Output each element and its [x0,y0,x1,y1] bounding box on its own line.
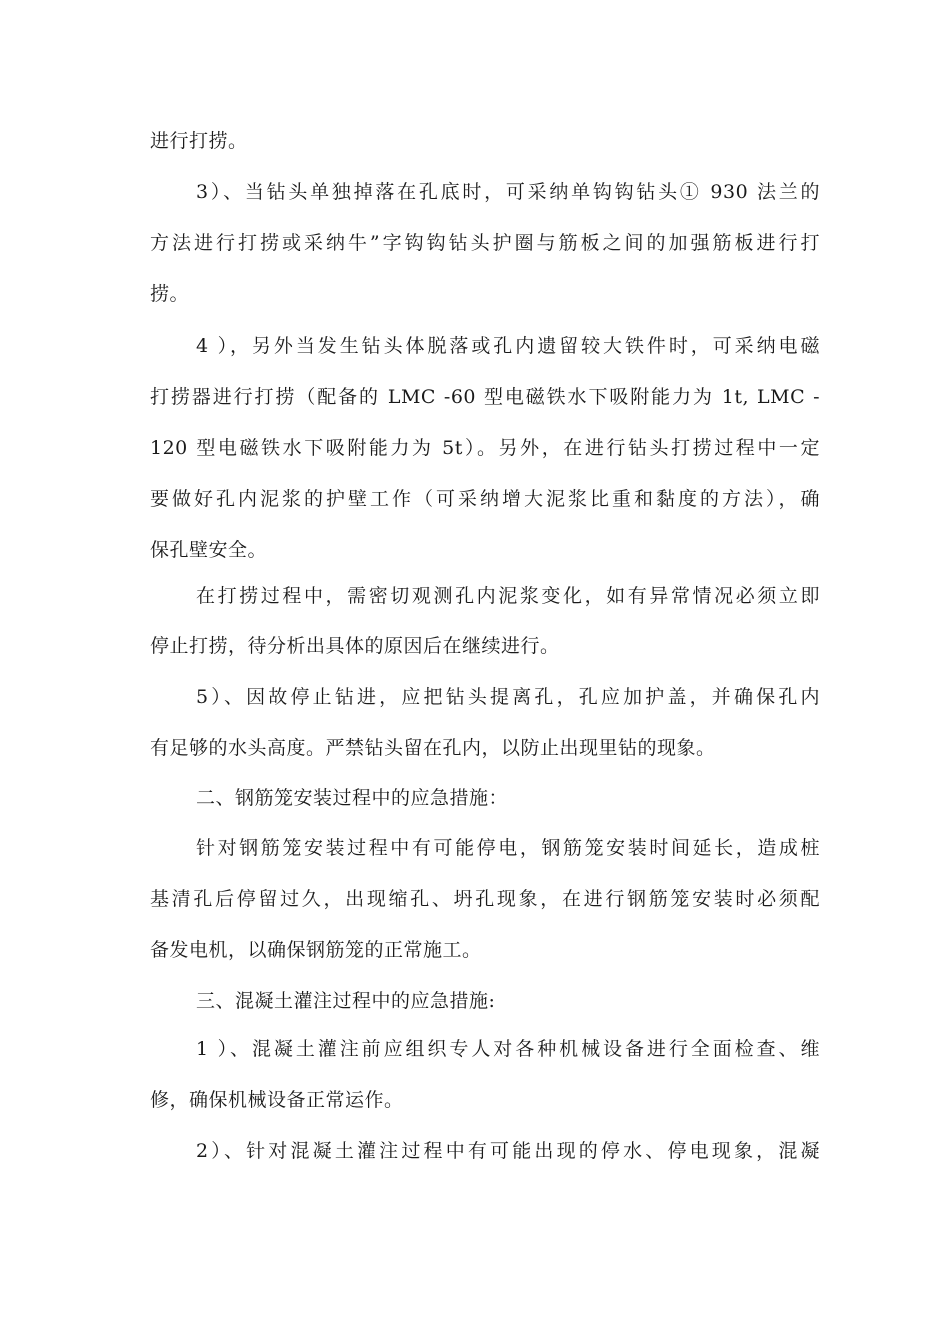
text-line: 基清孔后停留过久，出现缩孔、坍孔现象，在进行钢筋笼安装时必须配 [150,888,820,910]
text-line: 捞。 [150,283,190,305]
text-line: 要做好孔内泥浆的护壁工作（可采纳增大泥浆比重和黏度的方法），确 [150,488,820,510]
section-heading: 三、混凝土灌注过程中的应急措施: [196,990,496,1012]
text-line: 4 ），另外当发生钻头体脱落或孔内遗留较大铁件时，可采纳电磁 [196,335,820,357]
text-line: 方法进行打捞或采纳牛”字钩钩钻头护圈与筋板之间的加强筋板进行打 [150,232,820,254]
text-line: 1 ）、混凝土灌注前应组织专人对各种机械设备进行全面检查、维 [196,1038,820,1060]
text-line: 有足够的水头高度。严禁钻头留在孔内，以防止出现里钻的现象。 [150,737,716,759]
text-line: 针对钢筋笼安装过程中有可能停电，钢筋笼安装时间延长，造成桩 [196,837,820,859]
text-line: 120 型电磁铁水下吸附能力为 5t）。另外，在进行钻头打捞过程中一定 [150,437,820,459]
text-line: 2）、针对混凝土灌注过程中有可能出现的停水、停电现象，混凝 [196,1140,820,1162]
section-heading: 二、钢筋笼安装过程中的应急措施： [196,787,509,809]
text-line: 停止打捞，待分析出具体的原因后在继续进行。 [150,635,560,657]
text-line: 5）、因故停止钻进，应把钻头提离孔，孔应加护盖，并确保孔内 [196,686,820,708]
text-line: 备发电机，以确保钢筋笼的正常施工。 [150,939,482,961]
text-line: 进行打捞。 [150,130,248,152]
text-line: 打捞器进行打捞（配备的 LMC -60 型电磁铁水下吸附能力为 1t, LMC - [150,386,820,408]
text-line: 保孔壁安全。 [150,539,268,561]
text-line: 3）、当钻头单独掉落在孔底时，可采纳单钩钩钻头① 930 法兰的 [196,181,820,203]
text-line: 修，确保机械设备正常运作。 [150,1089,404,1111]
text-line: 在打捞过程中，需密切观测孔内泥浆变化，如有异常情况必须立即 [196,585,820,607]
